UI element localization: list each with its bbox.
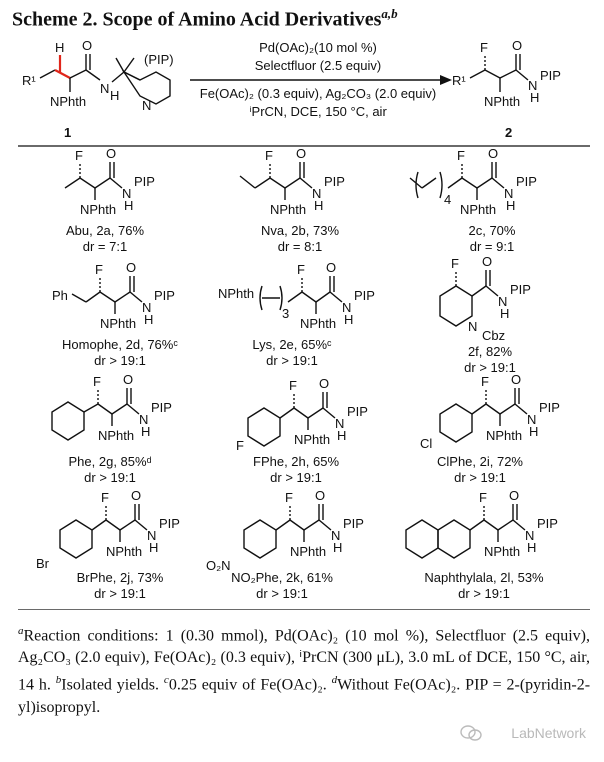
sm-nh: H [110, 88, 120, 103]
svg-text:NPhth: NPhth [294, 432, 331, 447]
svg-text:F: F [75, 148, 83, 163]
compound-2a-dr: dr = 7:1 [82, 239, 128, 254]
footnote-c-mark: c [163, 674, 169, 687]
svg-text:NPhth: NPhth [270, 202, 307, 217]
footnote-c: 0.25 equiv of Fe(OAc)₂. [168, 676, 327, 694]
compound-2k-dr: dr > 19:1 [256, 586, 308, 601]
svg-text:PIP: PIP [537, 516, 558, 531]
svg-text:O₂N: O₂N [206, 558, 231, 573]
starting-material [22, 38, 174, 140]
svg-text:Br: Br [36, 556, 49, 571]
svg-text:O: O [106, 146, 117, 161]
reaction-arrow [190, 40, 452, 119]
svg-text:NPhth: NPhth [100, 316, 137, 331]
compound-2f [440, 254, 531, 375]
compound-2c-dr: dr = 9:1 [469, 239, 515, 254]
sm-o: O [82, 38, 93, 53]
svg-text:PIP: PIP [516, 174, 537, 189]
svg-text:H: H [500, 306, 510, 321]
chat-logo-icon [460, 724, 482, 742]
compound-2d-dr: dr > 19:1 [94, 353, 146, 368]
compound-2b-dr: dr = 8:1 [277, 239, 323, 254]
svg-text:NPhth: NPhth [80, 202, 117, 217]
svg-text:PIP: PIP [510, 282, 531, 297]
svg-text:N: N [122, 186, 132, 201]
svg-text:H: H [124, 198, 134, 213]
svg-text:H: H [344, 312, 354, 327]
pr-number: 2 [505, 125, 513, 140]
compound-2a [65, 146, 155, 254]
svg-text:PIP: PIP [159, 516, 180, 531]
pr-r1: R¹ [452, 73, 466, 88]
svg-text:PIP: PIP [154, 288, 175, 303]
pr-nphth: NPhth [484, 94, 521, 109]
footnotes [18, 620, 590, 719]
svg-text:Ph: Ph [52, 288, 68, 303]
compound-2h-dr: dr > 19:1 [270, 470, 322, 485]
pr-h: H [530, 90, 540, 105]
svg-text:N: N [312, 186, 322, 201]
compound-2i-dr: dr > 19:1 [454, 470, 506, 485]
svg-text:PIP: PIP [347, 404, 368, 419]
compound-2i [420, 372, 560, 485]
compound-2j-dr: dr > 19:1 [94, 586, 146, 601]
svg-text:F: F [285, 490, 293, 505]
svg-text:N: N [139, 412, 149, 427]
svg-text:NPhth: NPhth [218, 286, 255, 301]
svg-text:O: O [511, 372, 522, 387]
pr-pip: PIP [540, 68, 561, 83]
svg-text:H: H [527, 540, 537, 555]
compound-2g [52, 372, 172, 485]
svg-text:O: O [126, 260, 137, 275]
svg-text:O: O [482, 254, 493, 269]
sm-number: 1 [64, 125, 72, 140]
footnote-a: Reaction conditions: 1 (0.30 mmol), Pd(OAc)₂ (10 mol %), Selectfluor (2.5 equiv), Ag₂CO₃ (2.0 equiv), Fe(OAc)₂ (0.3 equiv), ⁱPrCN (300 μL), 3.0 mL of DCE, 150 °C, air, 14 h. [18, 627, 590, 694]
footnote-d-mark: d [331, 674, 338, 687]
compound-2l-label: Naphthylala, 2l, 53% [424, 570, 544, 585]
compound-2a-label: Abu, 2a, 76% [65, 223, 145, 238]
svg-text:H: H [149, 540, 159, 555]
compound-2b [240, 146, 345, 254]
compound-2b-label: Nva, 2b, 73% [260, 223, 340, 238]
pr-n: N [528, 78, 538, 93]
svg-text:O: O [488, 146, 499, 161]
svg-text:H: H [144, 312, 154, 327]
svg-text:PIP: PIP [343, 516, 364, 531]
compound-2e-dr: dr > 19:1 [266, 353, 318, 368]
svg-text:O: O [315, 488, 326, 503]
svg-text:F: F [236, 438, 244, 453]
compound-2g-dr: dr > 19:1 [84, 470, 136, 485]
svg-text:3: 3 [282, 306, 290, 321]
svg-text:N: N [142, 300, 152, 315]
compound-2i-label: ClPhe, 2i, 72% [437, 454, 523, 469]
compound-2e-label: Lys, 2e, 65%ᶜ [252, 337, 332, 352]
svg-text:H: H [337, 428, 347, 443]
svg-text:NPhth: NPhth [300, 316, 337, 331]
svg-text:H: H [141, 424, 151, 439]
svg-text:F: F [95, 262, 103, 277]
svg-text:PIP: PIP [134, 174, 155, 189]
svg-text:NPhth: NPhth [106, 544, 143, 559]
svg-text:O: O [509, 488, 520, 503]
compound-2f-dr: dr > 19:1 [464, 360, 516, 375]
sm-h: H [55, 40, 65, 55]
svg-text:O: O [123, 372, 134, 387]
svg-text:PIP: PIP [354, 288, 375, 303]
condition-additives: Fe(OAc)₂ (0.3 equiv), Ag₂CO₃ (2.0 equiv) [199, 86, 437, 101]
svg-text:Cbz: Cbz [482, 328, 506, 343]
svg-text:PIP: PIP [324, 174, 345, 189]
svg-text:F: F [93, 374, 101, 389]
svg-text:F: F [101, 490, 109, 505]
sm-r1: R¹ [22, 73, 36, 88]
svg-text:N: N [527, 412, 537, 427]
compound-2l-dr: dr > 19:1 [458, 586, 510, 601]
scheme-title: Scheme 2. Scope of Amino Acid Derivatives$^{a,b}$ [12, 6, 398, 31]
svg-text:H: H [506, 198, 516, 213]
svg-text:NPhth: NPhth [98, 428, 135, 443]
svg-text:PIP: PIP [151, 400, 172, 415]
svg-text:H: H [333, 540, 343, 555]
compound-2d [52, 260, 178, 368]
svg-text:N: N [335, 416, 345, 431]
compound-2c-label: 2c, 70% [468, 223, 516, 238]
svg-text:NPhth: NPhth [486, 428, 523, 443]
compound-2c [410, 146, 537, 254]
svg-text:N: N [525, 528, 535, 543]
svg-text:NPhth: NPhth [484, 544, 521, 559]
condition-oxidant: Selectfluor (2.5 equiv) [254, 58, 382, 73]
svg-text:F: F [265, 148, 273, 163]
sm-pip: (PIP) [144, 52, 174, 67]
compound-2j-label: BrPhe, 2j, 73% [76, 570, 164, 585]
svg-text:F: F [481, 374, 489, 389]
pr-f: F [480, 40, 488, 55]
svg-text:N: N [498, 294, 508, 309]
compound-2e [218, 260, 375, 368]
svg-text:PIP: PIP [539, 400, 560, 415]
pr-o: O [512, 38, 523, 53]
svg-text:H: H [314, 198, 324, 213]
sm-nphth: NPhth [50, 94, 87, 109]
svg-text:N: N [468, 319, 478, 334]
compound-2k [206, 488, 364, 601]
footnote-b-mark: b [55, 674, 62, 687]
svg-text:N: N [504, 186, 514, 201]
footnote-b: Isolated yields. [61, 676, 160, 694]
svg-text:F: F [457, 148, 465, 163]
svg-text:NPhth: NPhth [460, 202, 497, 217]
svg-text:Cl: Cl [420, 436, 433, 451]
svg-text:H: H [529, 424, 539, 439]
svg-text:O: O [326, 260, 337, 275]
sm-n: N [100, 81, 110, 96]
watermark: LabNetwork [511, 725, 586, 741]
product [452, 38, 561, 140]
compound-2f-label: 2f, 82% [467, 344, 513, 359]
svg-text:O: O [296, 146, 307, 161]
svg-text:F: F [289, 378, 297, 393]
compound-2j [36, 488, 180, 601]
compound-2h-label: FPhe, 2h, 65% [253, 454, 339, 469]
footnote-a-mark: a [18, 625, 24, 637]
title-footnote-marks: a,b [381, 6, 398, 21]
compound-2h [236, 376, 368, 485]
svg-text:N: N [342, 300, 352, 315]
compound-2l [406, 488, 558, 601]
sm-pyridine-n: N [142, 98, 152, 113]
svg-text:4: 4 [444, 192, 452, 207]
condition-solvent: ⁱPrCN, DCE, 150 °C, air [249, 104, 387, 119]
svg-text:F: F [479, 490, 487, 505]
compound-2k-label: NO₂Phe, 2k, 61% [231, 570, 333, 585]
svg-text:F: F [297, 262, 305, 277]
svg-text:NPhth: NPhth [290, 544, 327, 559]
svg-text:N: N [331, 528, 341, 543]
svg-text:F: F [451, 256, 459, 271]
svg-text:O: O [131, 488, 142, 503]
svg-text:O: O [319, 376, 330, 391]
footnote-d: Without Fe(OAc)₂. PIP = 2-(pyridin-2-yl)isopropyl. [18, 676, 591, 716]
compound-2g-label: Phe, 2g, 85%ᵈ [68, 454, 152, 469]
compound-2d-label: Homophe, 2d, 76%ᶜ [62, 337, 178, 352]
condition-catalyst: Pd(OAc)₂(10 mol %) [259, 40, 377, 55]
svg-text:N: N [147, 528, 157, 543]
